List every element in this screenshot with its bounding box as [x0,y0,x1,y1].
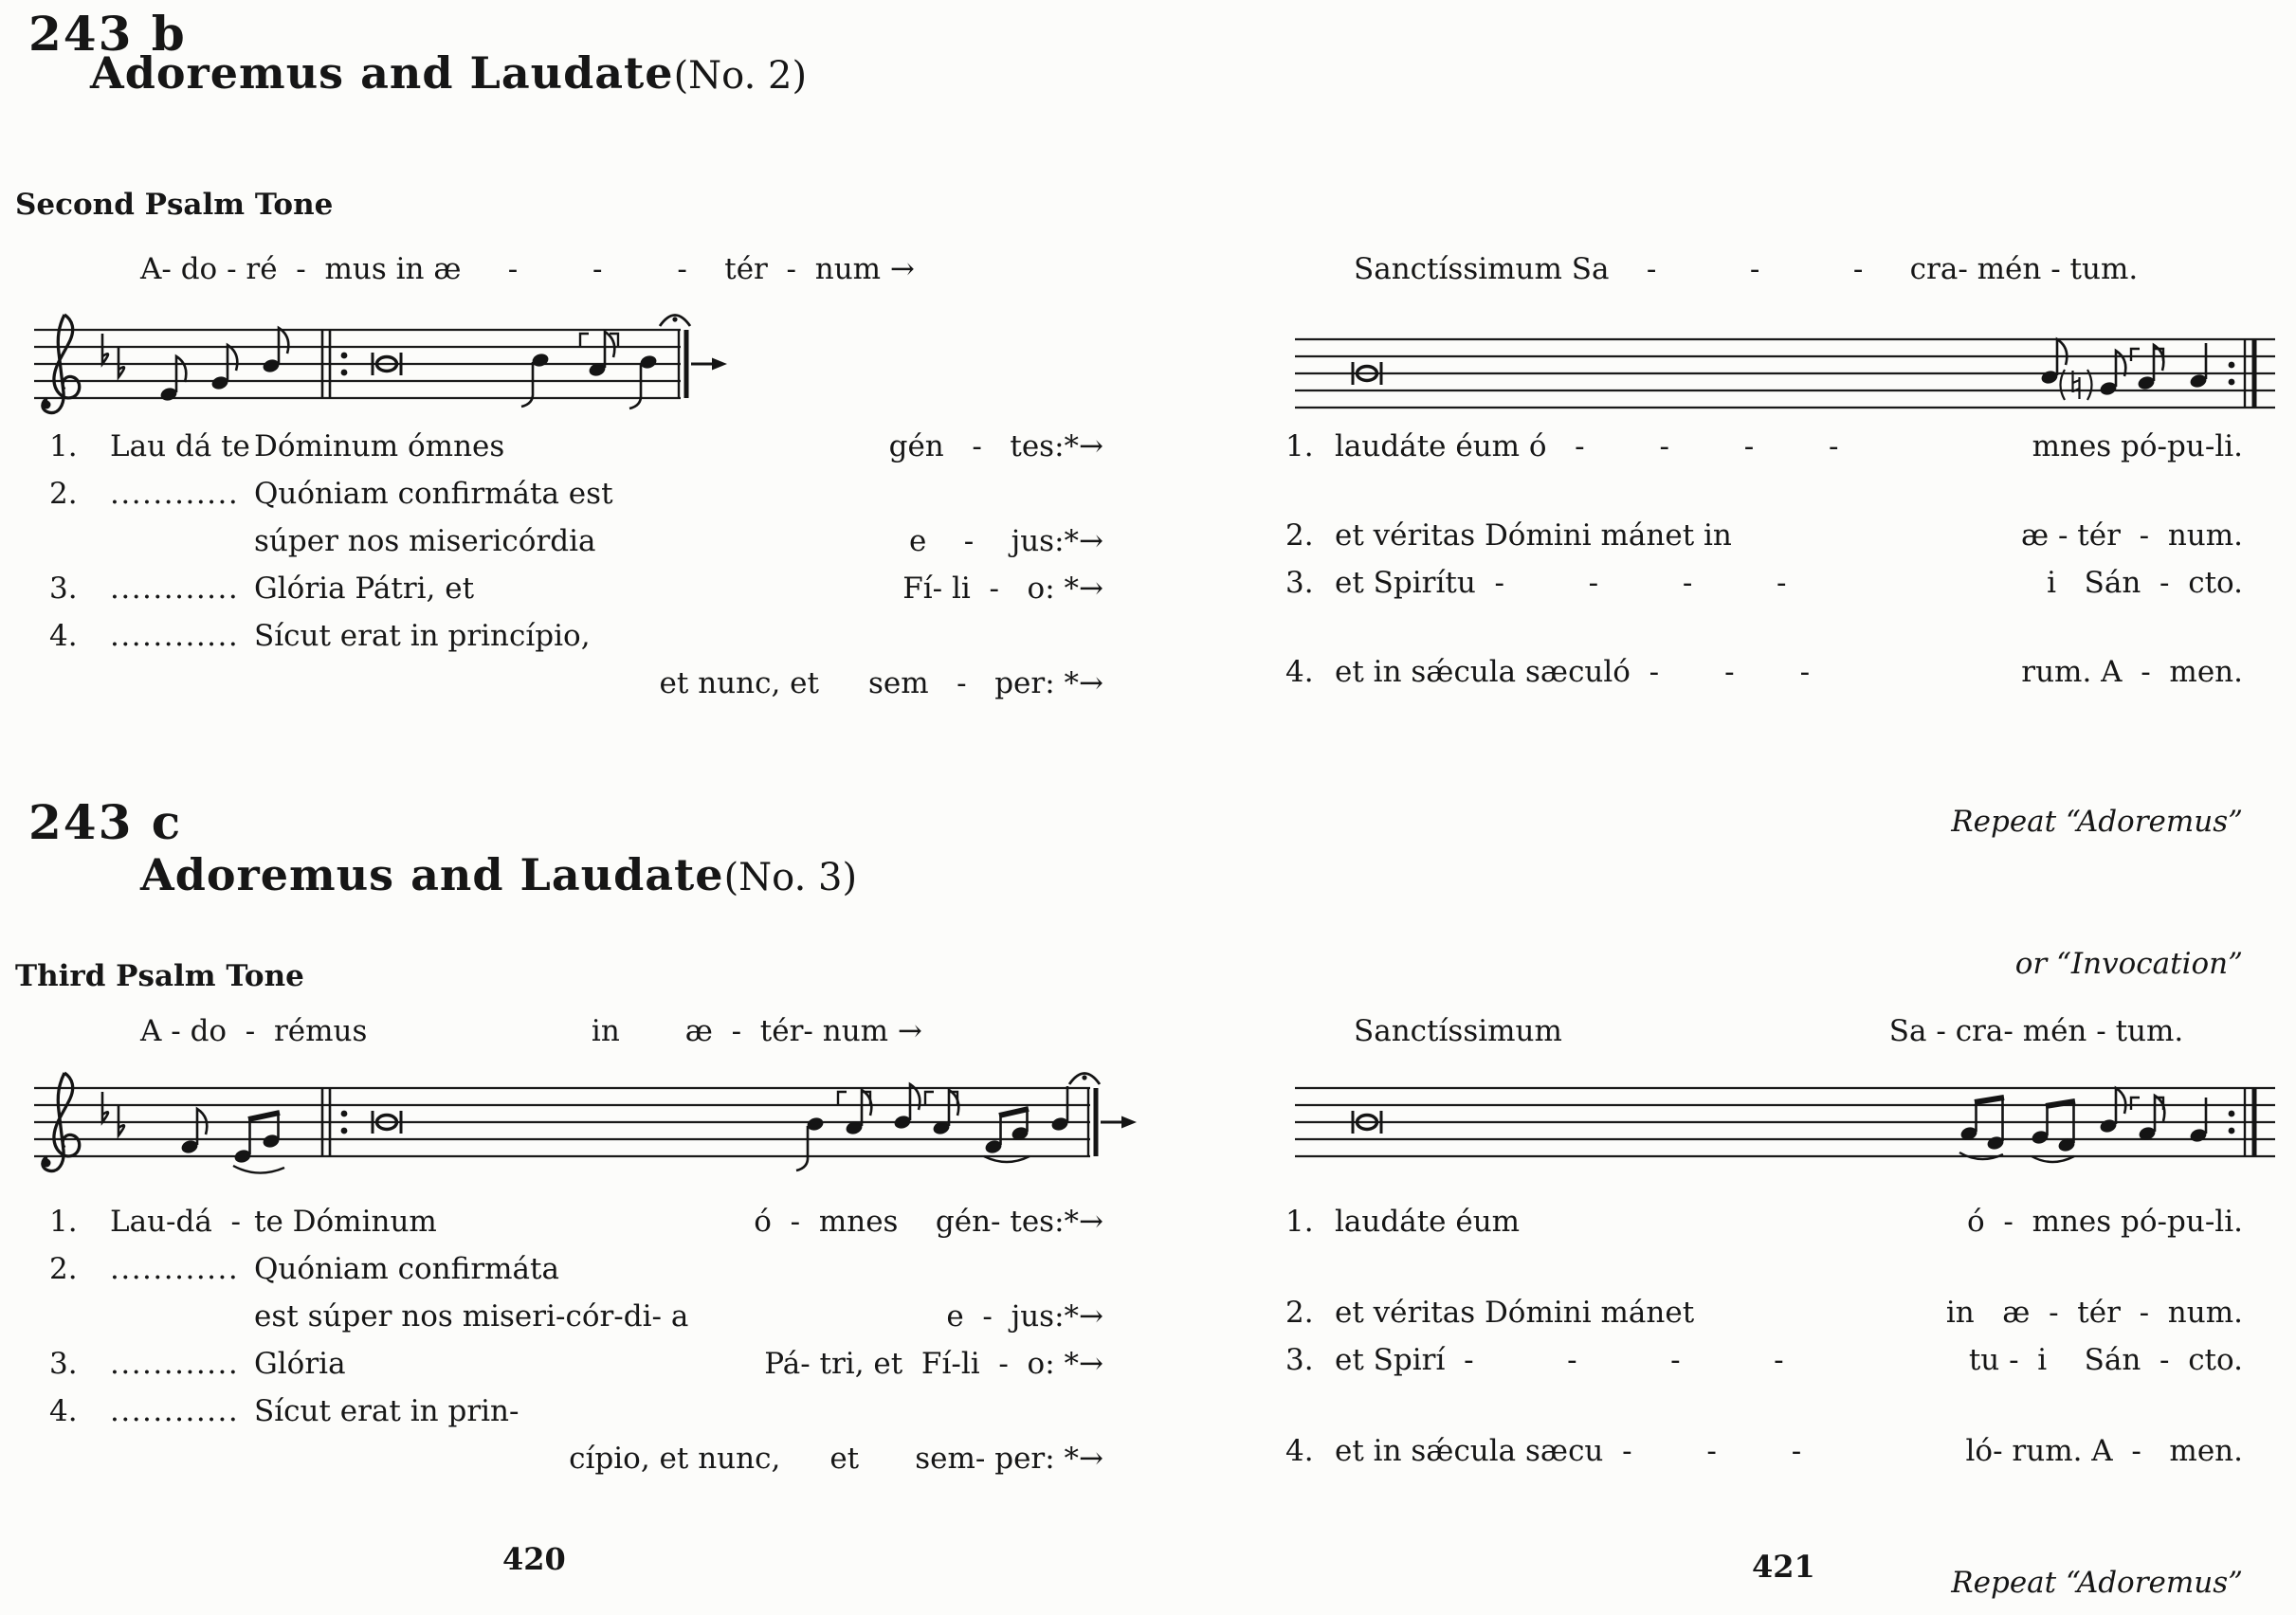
lyric-line-243b-left: A- do - ré - mus in æ - - - tér - num → [140,252,915,286]
hymn-title-243c [140,849,857,900]
hymn-title-243b [90,47,807,99]
verse-body: Glória [254,1347,346,1381]
verse-leader: ............ [110,619,240,653]
verse-number: 2. [49,1252,78,1286]
flat-sign-icon [118,347,124,377]
verses-243b-right [1285,423,2243,696]
verse-row [1285,1198,2243,1245]
verse-row [49,1198,1103,1245]
verse-number [49,517,110,565]
verse-body: te Dóminum [254,1205,437,1239]
verses-243b-left [49,423,1103,707]
verse-body: et in sǽcula sæculó - - - [1335,655,1811,689]
page-number-right: 421 [1752,1549,1815,1585]
verse-body: súper nos misericórdia [254,524,596,558]
fermata-icon [1069,1074,1100,1085]
verse-body: et in sǽcula sæcu - - - [1335,1434,1802,1468]
verse-lead [110,1293,254,1340]
verse-row [49,612,1103,660]
verse-number: 4. [1285,1434,1314,1468]
verses-243c-right [1285,1198,2243,1475]
bracketed-eighth-note [2137,345,2163,391]
lyric-line-243c-right: Sanctíssimum Sa - cra- mén - tum. [1354,1014,2184,1048]
verse-ending: rum. A - men. [2021,655,2243,689]
verse-leader: ............ [110,1347,240,1381]
staff-lines [1295,339,2275,408]
left-bracket-icon [2131,1098,2140,1110]
title-suffix: (No. 3) [723,856,858,899]
staff-lines [34,330,681,398]
verse-number: 4. [49,1394,78,1428]
verse-number: 2. [49,477,78,511]
eighth-note [180,1109,207,1155]
verse-ending: ló- rum. A - men. [1965,1434,2243,1468]
verse-ending: in æ - tér - num. [1945,1296,2243,1330]
quarter-note [2189,343,2208,390]
verse-ending: et sem- per: *→ [829,1442,1103,1476]
verse-number: 3. [49,1347,78,1381]
verse-ending: mnes pó-pu-li. [2032,429,2243,463]
staff-243c-left [8,1069,1145,1192]
verse-number: 1. [49,1205,78,1239]
verse-row [49,565,1103,612]
beam [999,1109,1029,1116]
title-text: Adoremus and Laudate [140,849,724,900]
left-bracket-icon [580,334,589,346]
verse-body: Dóminum ómnes [254,429,505,463]
verse-number: 1. [49,429,78,463]
verse-body: et nunc, et [659,666,819,700]
repeat-instruction-line1: Repeat “Adoremus” [1951,1566,2243,1600]
verse-number: 4. [1285,655,1314,689]
verse-body: laudáte éum [1335,1205,1521,1239]
hymn-number-243c: 243 c [28,794,183,850]
eighth-note [893,1084,920,1131]
repeat-instruction-line1: Repeat “Adoremus” [1951,805,2243,839]
lyric-line-243b-right: Sanctíssimum Sa - - - cra- mén - tum. [1354,252,2139,286]
repeat-instruction-line2: or “Invocation” [2014,947,2243,981]
verse-body: cípio, et nunc, [569,1442,781,1476]
verse-body: et véritas Dómini mánet in [1335,518,1732,553]
staff-243b-right [1291,320,2285,434]
verse-lead [110,1435,254,1482]
verse-row [49,1435,1103,1482]
verse-row [49,1293,1103,1340]
bracketed-eighth-note [932,1090,958,1136]
staff-lines [1295,1088,2275,1156]
verse-ending: e - jus:*→ [908,524,1103,558]
bracketed-eighth-note [845,1090,871,1136]
verse-leader: ............ [110,477,240,511]
verse-ending: tu - i Sán - cto. [1968,1343,2243,1377]
title-text: Adoremus and Laudate [90,47,674,99]
bracketed-eighth-note [2138,1096,2164,1142]
verse-ending: æ - tér - num. [2020,518,2243,553]
verse-number: 2. [1285,1296,1314,1330]
flat-sign-icon [102,1092,108,1122]
flat-sign-icon [102,334,108,364]
staff-243b-left [8,311,728,434]
verse-row [1285,1336,2243,1384]
page-number-left: 420 [502,1541,566,1577]
verse-ending: gén - tes:*→ [888,429,1103,463]
verse-body: et Spirítu - - - - [1335,566,1787,600]
verse-body: Quóniam confirmáta [254,1252,559,1286]
staff-243c-right [1291,1069,2285,1192]
verse-number: 1. [1285,429,1314,463]
eighth-note [2040,339,2067,386]
verse-body: Sícut erat in princípio, [254,619,591,653]
verse-row [1285,423,2243,470]
verse-ending: e - jus:*→ [946,1299,1103,1334]
verse-ending: ó - mnes pó-pu-li. [1967,1205,2243,1239]
verse-ending: sem - per: *→ [867,666,1103,700]
verse-lead [110,660,254,707]
verse-number: 3. [1285,566,1314,600]
verse-row [49,1388,1103,1435]
eighth-note [262,328,288,374]
lyric-line-243c-left: A - do - rémus in æ - tér- num → [140,1014,922,1048]
verse-number: 3. [1285,1343,1314,1377]
verses-243c-left [49,1198,1103,1482]
verse-body: Quóniam confirmáta est [254,477,613,511]
verse-row [49,517,1103,565]
verse-ending: Pá- tri, et Fí-li - o: *→ [764,1347,1103,1381]
tone-label-243c: Third Psalm Tone [15,959,304,993]
verse-row [1285,559,2243,607]
eighth-note [210,345,237,391]
verse-row [1285,512,2243,559]
beam [1975,1098,2004,1102]
verse-body: et Spirí - - - - [1335,1343,1784,1377]
beam [248,1113,280,1119]
continuation-arrow-icon [1101,1116,1137,1129]
verse-row [49,1245,1103,1293]
verse-body: Glória Pátri, et [254,572,475,606]
verse-number [49,1293,110,1340]
verse-leader: ............ [110,1394,240,1428]
hymn-number-243b: 243 b [28,6,187,62]
verse-row [49,660,1103,707]
left-bracket-icon [925,1092,934,1104]
verse-number: 1. [1285,1205,1314,1239]
verse-leader: ............ [110,572,240,606]
verse-lead [110,517,254,565]
verse-ending: Fí- li - o: *→ [902,572,1103,606]
verse-row [1285,648,2243,696]
tone-label-243b: Second Psalm Tone [15,188,334,222]
eighth-note [2099,1088,2125,1134]
title-suffix: (No. 2) [673,54,808,98]
verse-number: 3. [49,572,78,606]
verse-body: Sícut erat in prin- [254,1394,519,1428]
fermata-icon [660,316,690,327]
verse-lead: Lau-dá - [110,1205,242,1239]
quarter-note [1050,1086,1069,1133]
verse-row [1285,1289,2243,1336]
natural-sign-icon [2073,371,2080,399]
verse-body: et véritas Dómini mánet [1335,1296,1695,1330]
verse-row [49,470,1103,517]
verse-row [49,1340,1103,1388]
left-bracket-icon [2131,349,2140,361]
repeat-instruction-243c [1754,1464,2243,1615]
slur [233,1166,284,1173]
verse-ending: i Sán - cto. [2047,566,2243,600]
left-bracket-icon [838,1092,847,1104]
verse-body: laudáte éum ó - - - - [1335,429,1839,463]
verse-number [49,660,110,707]
verse-body: est súper nos miseri-cór-di- a [254,1299,689,1334]
verse-number: 2. [1285,518,1314,553]
verse-leader: ............ [110,1252,240,1286]
verse-ending: ó - mnes gén- tes:*→ [754,1205,1103,1239]
flat-sign-icon [118,1105,124,1135]
verse-number: 4. [49,619,78,653]
bracketed-eighth-note [588,332,614,378]
verse-row [49,423,1103,470]
verse-lead: Lau dá te [110,429,250,463]
verse-number [49,1435,110,1482]
continuation-arrow-icon [691,358,727,371]
quarter-note [796,1116,825,1170]
